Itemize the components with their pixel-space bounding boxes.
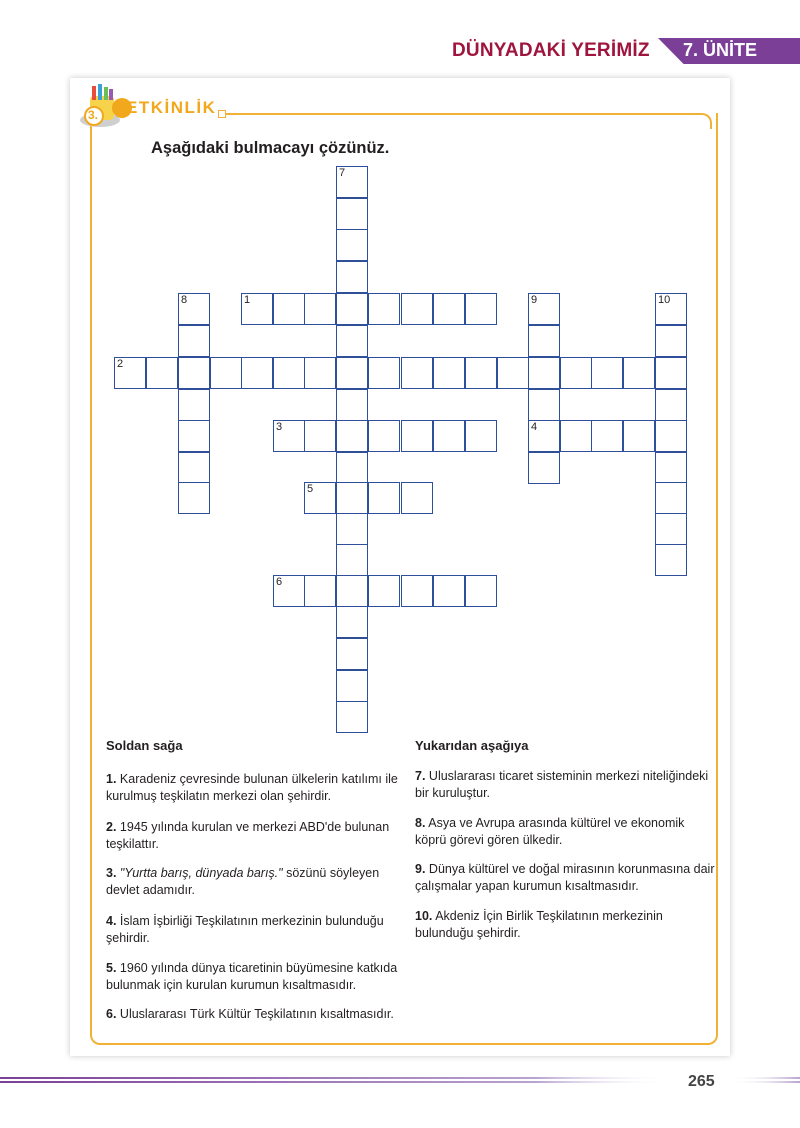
across-heading: Soldan sağa — [106, 738, 183, 753]
crossword-cell[interactable] — [655, 482, 687, 514]
unit-label: 7. ÜNİTE — [683, 40, 758, 60]
crossword-cell[interactable] — [528, 452, 560, 484]
clue-number: 9. — [415, 862, 426, 876]
crossword-cell[interactable] — [210, 357, 242, 389]
footer-stripes — [0, 1077, 800, 1089]
crossword-cell[interactable] — [336, 544, 368, 576]
crossword-cell[interactable] — [304, 293, 336, 325]
crossword-cell-number: 10 — [658, 294, 671, 306]
crossword-cell-number: 9 — [531, 294, 538, 306]
clue-down-9 — [415, 861, 715, 894]
activity-frame-top — [222, 113, 712, 129]
crossword-cell[interactable] — [655, 357, 687, 389]
crossword-cell-number: 6 — [276, 576, 283, 588]
crossword-cell[interactable] — [433, 357, 465, 389]
crossword-cell[interactable] — [401, 482, 433, 514]
clue-across-4 — [106, 913, 406, 946]
crossword-cell[interactable] — [304, 575, 336, 607]
crossword-cell[interactable] — [336, 482, 368, 514]
clue-across-6 — [106, 1006, 406, 1023]
clue-across-3 — [106, 865, 406, 898]
clue-down-7 — [415, 768, 715, 801]
clue-number: 2. — [106, 820, 117, 834]
clue-text: Karadeniz çevresinde bulunan ülkelerin katılımı ile kurulmuş teşkilatın merkezi olan şehirdir. — [106, 772, 398, 803]
crossword-cell[interactable] — [336, 357, 368, 389]
page-number: 265 — [688, 1073, 715, 1090]
crossword-cell[interactable] — [655, 513, 687, 545]
crossword-cell[interactable] — [655, 452, 687, 484]
crossword-cell[interactable] — [368, 575, 400, 607]
crossword-cell-number: 3 — [276, 421, 283, 433]
crossword-cell[interactable] — [273, 357, 305, 389]
clue-number: 10. — [415, 909, 433, 923]
crossword-cell[interactable] — [146, 357, 178, 389]
frame-corner-square — [218, 110, 226, 118]
crossword-cell[interactable] — [623, 357, 655, 389]
crossword-cell[interactable] — [401, 420, 433, 452]
crossword-cell[interactable] — [655, 544, 687, 576]
crossword-cell[interactable] — [401, 357, 433, 389]
crossword-cell[interactable] — [368, 357, 400, 389]
clue-down-8 — [415, 815, 715, 848]
crossword-cell[interactable] — [336, 325, 368, 357]
activity-label: ETKİNLİK — [126, 98, 217, 117]
clue-text: Uluslararası ticaret sisteminin merkezi niteliğindeki bir kuruluştur. — [415, 769, 709, 800]
crossword-cell[interactable] — [304, 357, 336, 389]
clue-number: 6. — [106, 1007, 117, 1021]
crossword-cell[interactable] — [336, 389, 368, 421]
clue-text: Uluslararası Türk Kültür Teşkilatının kısaltmasıdır. — [119, 1007, 394, 1021]
clue-number: 5. — [106, 961, 117, 975]
crossword-cell[interactable] — [591, 420, 623, 452]
crossword-cell[interactable] — [401, 575, 433, 607]
crossword-cell[interactable] — [623, 420, 655, 452]
crossword-cell[interactable] — [368, 293, 400, 325]
crossword-cell[interactable] — [528, 389, 560, 421]
page-section-title: DÜNYADAKİ YERİMİZ — [452, 40, 650, 61]
crossword-cell-number: 7 — [339, 167, 346, 179]
clue-across-1 — [106, 771, 406, 804]
clue-text: Dünya kültürel ve doğal mirasının korunmasına dair çalışmalar yapan kurumun kısaltmasıdır. — [415, 862, 715, 893]
clue-across-2 — [106, 819, 406, 852]
crossword-cell[interactable] — [433, 420, 465, 452]
crossword-cell[interactable] — [528, 325, 560, 357]
crossword-cell[interactable] — [178, 482, 210, 514]
crossword-cell[interactable] — [336, 701, 368, 733]
crossword-cell[interactable] — [465, 357, 497, 389]
crossword-cell[interactable] — [591, 357, 623, 389]
crossword-cell[interactable] — [336, 606, 368, 638]
crossword-cell[interactable] — [655, 389, 687, 421]
crossword-cell[interactable] — [336, 229, 368, 261]
crossword-cell[interactable] — [560, 357, 592, 389]
crossword-cell[interactable] — [433, 293, 465, 325]
crossword-cell[interactable] — [465, 420, 497, 452]
crossword-cell-number: 1 — [244, 294, 251, 306]
crossword-cell[interactable] — [465, 293, 497, 325]
crossword-cell[interactable] — [178, 325, 210, 357]
crossword-cell[interactable] — [560, 420, 592, 452]
crossword-cell[interactable] — [655, 325, 687, 357]
crossword-cell[interactable] — [178, 420, 210, 452]
crossword-cell[interactable] — [497, 357, 529, 389]
crossword-cell[interactable] — [433, 575, 465, 607]
crossword-cell[interactable] — [178, 357, 210, 389]
clue-text: 1960 yılında dünya ticaretinin büyümesine katkıda bulunmak için kurulan kurumun kısaltmasıdır. — [106, 961, 398, 992]
crossword-cell[interactable] — [336, 513, 368, 545]
crossword-cell[interactable] — [273, 293, 305, 325]
crossword-cell[interactable] — [336, 452, 368, 484]
clue-number: 1. — [106, 772, 117, 786]
clue-text: Akdeniz İçin Birlik Teşkilatının merkezinin bulunduğu şehirdir. — [415, 909, 663, 940]
crossword-cell[interactable] — [336, 293, 368, 325]
crossword-cell[interactable] — [465, 575, 497, 607]
clue-number: 7. — [415, 769, 426, 783]
crossword-cell-number: 8 — [181, 294, 188, 306]
crossword-cell-number: 4 — [531, 421, 538, 433]
crossword-cell[interactable] — [528, 357, 560, 389]
clue-text: İslam İşbirliği Teşkilatının merkezinin bulunduğu şehirdir. — [106, 914, 384, 945]
crossword-cell[interactable] — [336, 575, 368, 607]
crossword-cell[interactable] — [368, 420, 400, 452]
clue-text: 1945 yılında kurulan ve merkezi ABD'de bulunan teşkilattır. — [106, 820, 390, 851]
clue-down-10 — [415, 908, 715, 941]
crossword-cell-number: 5 — [307, 483, 314, 495]
crossword-cell[interactable] — [368, 482, 400, 514]
instruction-text: Aşağıdaki bulmacayı çözünüz. — [151, 139, 390, 157]
crossword-cell[interactable] — [241, 357, 273, 389]
crossword-cell[interactable] — [304, 420, 336, 452]
clue-text: sözünü söyleyen devlet adamıdır. — [106, 866, 380, 897]
crossword-cell[interactable] — [336, 420, 368, 452]
crossword-cell[interactable] — [655, 420, 687, 452]
crossword-cell[interactable] — [178, 452, 210, 484]
clue-across-5 — [106, 960, 406, 993]
crossword-cell[interactable] — [336, 670, 368, 702]
crossword-cell[interactable] — [336, 261, 368, 293]
clue-number: 3. — [106, 866, 117, 880]
down-heading: Yukarıdan aşağıya — [415, 738, 529, 753]
crossword-cell[interactable] — [336, 638, 368, 670]
crossword-cell[interactable] — [401, 293, 433, 325]
clue-number: 8. — [415, 816, 426, 830]
crossword-cell[interactable] — [336, 198, 368, 230]
clue-text: Asya ve Avrupa arasında kültürel ve ekonomik köprü görevi gören ülkedir. — [415, 816, 685, 847]
clue-number: 4. — [106, 914, 117, 928]
clue-quote: "Yurtta barış, dünyada barış." — [119, 866, 283, 880]
crossword-cell-number: 2 — [117, 358, 124, 370]
crossword-cell[interactable] — [178, 389, 210, 421]
activity-number: 3. — [88, 108, 99, 122]
